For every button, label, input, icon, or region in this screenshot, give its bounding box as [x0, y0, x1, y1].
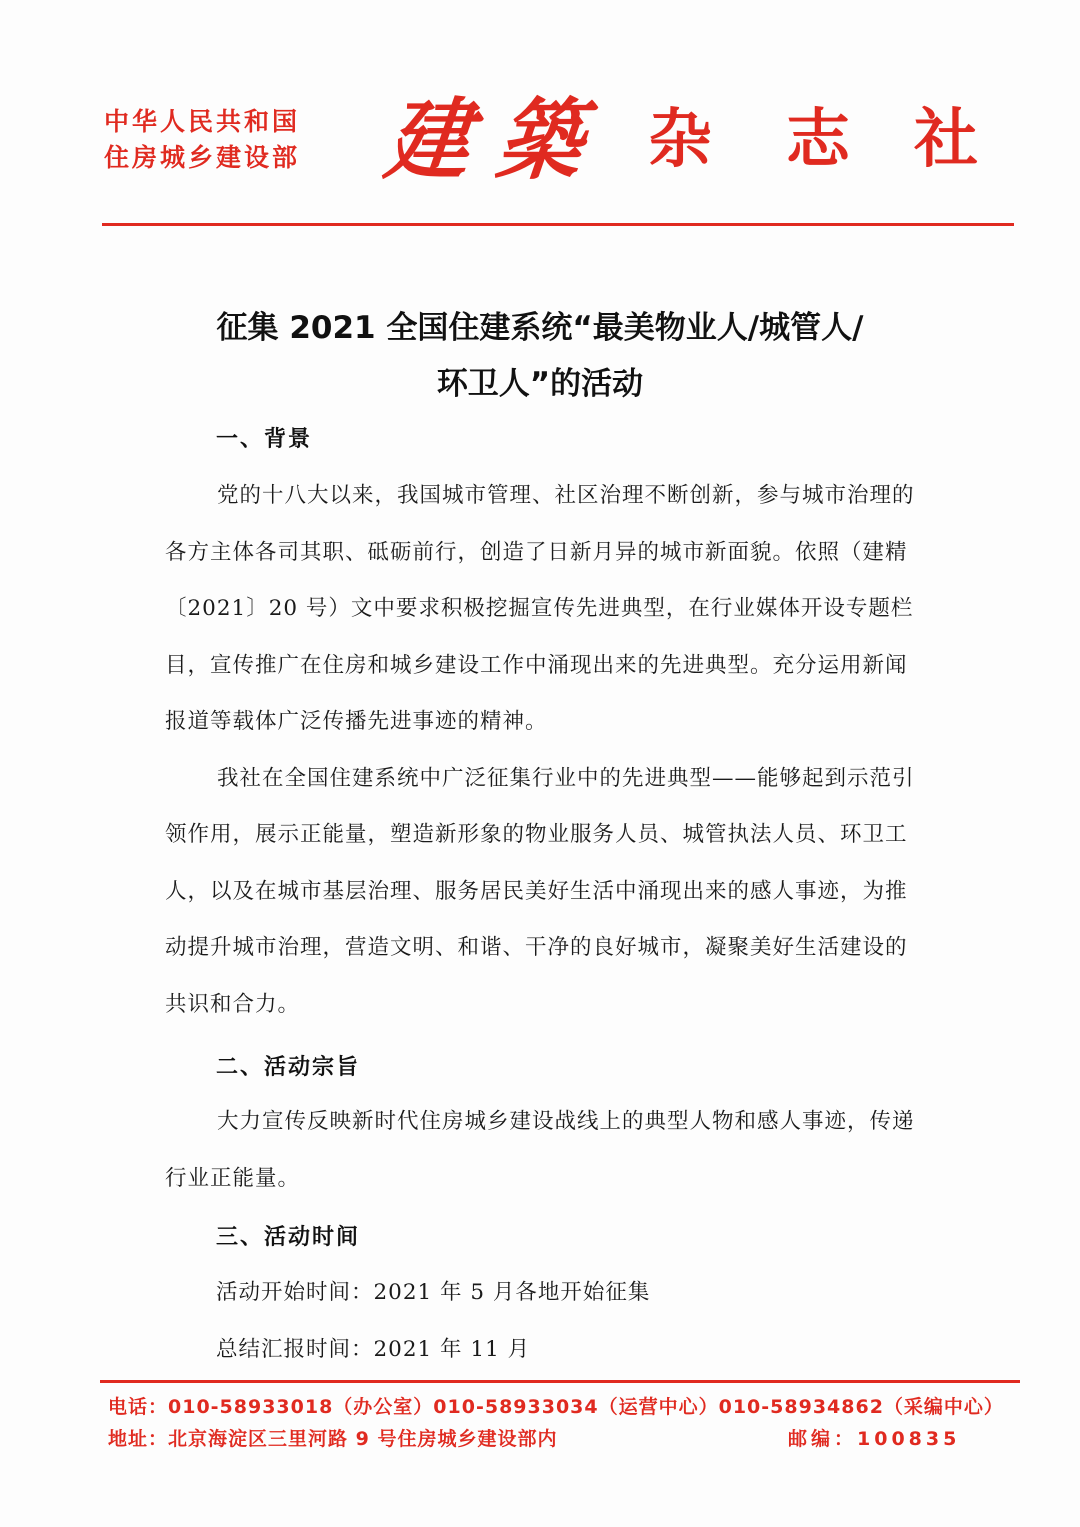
paragraph: 大力宣传反映新时代住房城乡建设战线上的典型人物和感人事迹，传递行业正能量。: [165, 1109, 915, 1191]
masthead-char-jian: 建: [380, 87, 476, 192]
section-body-background: [165, 468, 925, 1033]
footer-phone: 电话：010-58933018（办公室）010-58933034（运营中心）010-58934862（采编中心）: [108, 1396, 1004, 1418]
section-body-purpose: [165, 1094, 925, 1207]
title-line-1: 征集 2021 全国住建系统“最美物业人/城管人/: [216, 310, 864, 346]
schedule-start: 活动开始时间：2021 年 5 月各地开始征集: [216, 1280, 651, 1305]
schedule-report: 总结汇报时间：2021 年 11 月: [216, 1337, 531, 1362]
paragraph: 党的十八大以来，我国城市管理、社区治理不断创新，参与城市治理的各方主体各司其职、砥砺前行，创造了日新月异的城市新面貌。依照（建精〔2021〕20 号）文中要求积极挖掘宣传先进典型，在行业媒体开设专题栏目，宣传推广在住房和城乡建设工作中涌现出来的先进典型。充分运用新闻报道等载体广泛传播先进事迹的精神。: [165, 483, 915, 734]
footer-address: 地址：北京海淀区三里河路 9 号住房城乡建设部内: [108, 1428, 558, 1450]
section-heading-schedule: 三、活动时间: [216, 1225, 361, 1250]
footer-postcode: 邮编：100835: [788, 1428, 961, 1450]
document-title: [100, 300, 980, 412]
masthead-char-she: 社: [914, 103, 978, 177]
ministry-line-2: 住房城乡建设部: [104, 143, 301, 172]
paragraph: 我社在全国住建系统中广泛征集行业中的先进典型——能够起到示范引领作用，展示正能量，塑造新形象的物业服务人员、城管执法人员、环卫工人，以及在城市基层治理、服务居民美好生活中涌现出来的感人事迹，为推动提升城市治理，营造文明、和谐、干净的良好城市，凝聚美好生活建设的共识和合力。: [165, 765, 915, 1017]
ministry-name: [104, 104, 300, 176]
footer-divider: [100, 1380, 1020, 1383]
ministry-line-1: 中华人民共和国: [104, 107, 301, 136]
masthead-logo: [380, 87, 996, 192]
section-heading-background: 一、背景: [216, 427, 313, 452]
title-line-2: 环卫人”的活动: [436, 366, 644, 402]
section-heading-purpose: 二、活动宗旨: [216, 1055, 361, 1080]
masthead-char-za: 杂: [648, 103, 712, 177]
masthead-char-zhu: 築: [492, 87, 588, 192]
masthead-char-zhi: 志: [786, 103, 850, 177]
letterhead-divider: [102, 223, 1014, 226]
